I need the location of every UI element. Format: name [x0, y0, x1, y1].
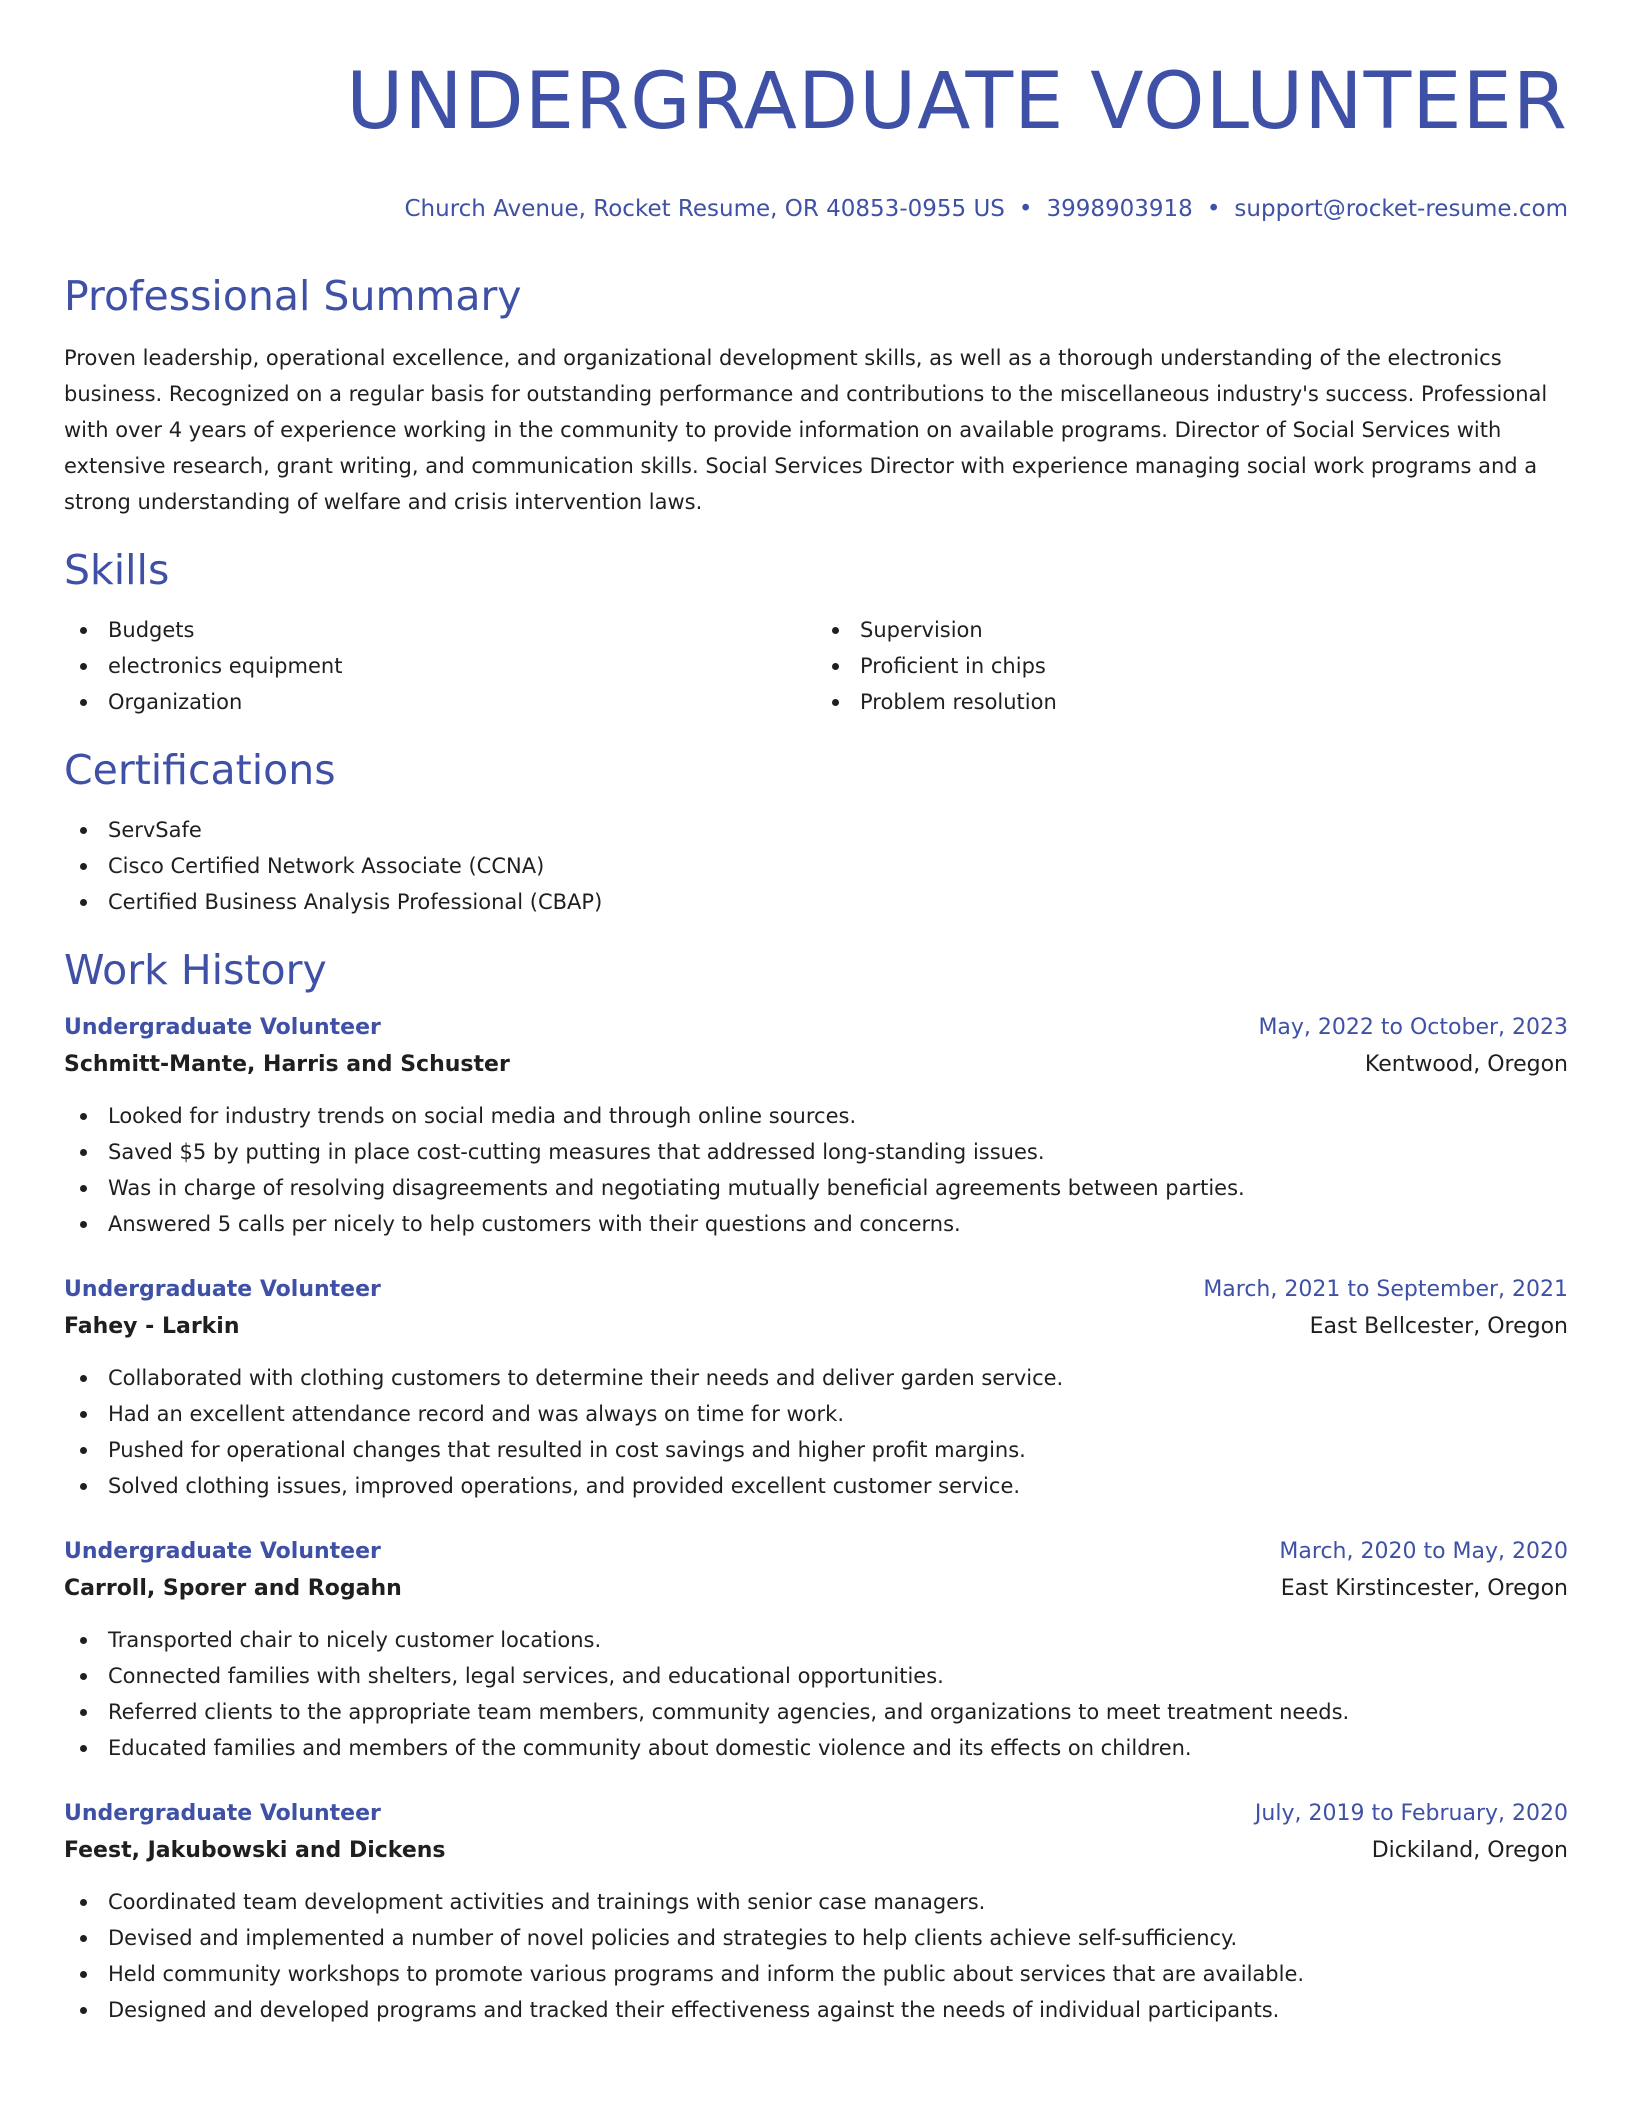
job-role: Undergraduate Volunteer [64, 1015, 381, 1040]
job-bullet: Devised and implemented a number of novel policies and strategies to help clients achieve self-sufficiency. [64, 1920, 1568, 1956]
job-bullet: Pushed for operational changes that resulted in cost savings and higher profit margins. [64, 1432, 1568, 1468]
summary-heading: Professional Summary [64, 272, 522, 320]
job-location: East Bellcester, Oregon [1309, 1314, 1568, 1339]
job-bullet: Looked for industry trends on social media and through online sources. [64, 1098, 1568, 1134]
job-entry [64, 1010, 1568, 1242]
skill-item: Budgets [64, 612, 816, 648]
job-bullet: Was in charge of resolving disagreements and negotiating mutually beneficial agreements between parties. [64, 1170, 1568, 1206]
summary-text: Proven leadership, operational excellence, and organizational development skills, as well as a thorough understanding of the electronics business. Recognized on a regular basis for outstanding performance and contributions to the miscellaneous industry's success. Professional with over 4 years of experience working in the community to provide information on available programs. Director of Social Services with extensive research, grant writing, and communication skills. Social Services Director with experience managing social work programs and a strong understanding of welfare and crisis intervention laws. [64, 346, 1548, 514]
job-bullet: Held community workshops to promote various programs and inform the public about services that are available. [64, 1956, 1568, 1992]
job-bullet: Saved $5 by putting in place cost-cutting measures that addressed long-standing issues. [64, 1134, 1568, 1170]
skills-column-right [816, 612, 1568, 720]
certification-item: ServSafe [64, 812, 1568, 848]
job-bullets [64, 1360, 1568, 1504]
job-bullet: Had an excellent attendance record and was always on time for work. [64, 1396, 1568, 1432]
contact-separator: • [1018, 196, 1033, 222]
work-history-heading: Work History [64, 946, 327, 994]
job-bullet: Referred clients to the appropriate team members, community agencies, and organizations to meet treatment needs. [64, 1694, 1568, 1730]
skills-column-left [64, 612, 816, 720]
job-bullets [64, 1622, 1568, 1766]
job-location: Dickiland, Oregon [1371, 1838, 1568, 1863]
contact-phone[interactable]: 3998903918 [1046, 196, 1193, 222]
job-role: Undergraduate Volunteer [64, 1277, 381, 1302]
contact-line [64, 194, 1568, 224]
job-role: Undergraduate Volunteer [64, 1801, 381, 1826]
job-company: Schmitt-Mante, Harris and Schuster [64, 1052, 510, 1077]
certifications-list [64, 812, 1568, 920]
resume-name: UNDERGRADUATE VOLUNTEER [346, 57, 1568, 147]
job-bullets [64, 1098, 1568, 1242]
job-location: East Kirstincester, Oregon [1280, 1576, 1568, 1601]
skill-item: Problem resolution [816, 684, 1568, 720]
job-dates: March, 2021 to September, 2021 [1203, 1277, 1568, 1302]
skill-item: Supervision [816, 612, 1568, 648]
job-bullet: Coordinated team development activities and trainings with senior case managers. [64, 1884, 1568, 1920]
job-bullet: Connected families with shelters, legal services, and educational opportunities. [64, 1658, 1568, 1694]
contact-separator: • [1206, 196, 1221, 222]
job-entry [64, 1534, 1568, 1766]
job-bullet: Collaborated with clothing customers to determine their needs and deliver garden service. [64, 1360, 1568, 1396]
job-location: Kentwood, Oregon [1364, 1052, 1568, 1077]
job-dates: July, 2019 to February, 2020 [1254, 1801, 1568, 1826]
certification-item: Cisco Certified Network Associate (CCNA) [64, 848, 1568, 884]
job-company: Fahey - Larkin [64, 1314, 240, 1339]
job-company: Feest, Jakubowski and Dickens [64, 1838, 446, 1863]
skill-item: electronics equipment [64, 648, 816, 684]
contact-address: Church Avenue, Rocket Resume, OR 40853-0955 US [404, 196, 1005, 222]
job-bullet: Educated families and members of the community about domestic violence and its effects on children. [64, 1730, 1568, 1766]
job-role: Undergraduate Volunteer [64, 1539, 381, 1564]
skills-list [64, 612, 1568, 720]
skills-heading: Skills [64, 546, 170, 594]
contact-email[interactable]: support@rocket-resume.com [1234, 196, 1568, 222]
certification-item: Certified Business Analysis Professional (CBAP) [64, 884, 1568, 920]
job-bullet: Designed and developed programs and tracked their effectiveness against the needs of individual participants. [64, 1992, 1568, 2028]
skill-item: Proficient in chips [816, 648, 1568, 684]
job-bullet: Answered 5 calls per nicely to help customers with their questions and concerns. [64, 1206, 1568, 1242]
work-history-list [64, 1010, 1568, 2028]
job-bullet: Transported chair to nicely customer locations. [64, 1622, 1568, 1658]
job-entry [64, 1796, 1568, 2028]
skill-item: Organization [64, 684, 816, 720]
job-entry [64, 1272, 1568, 1504]
job-dates: March, 2020 to May, 2020 [1279, 1539, 1568, 1564]
job-bullets [64, 1884, 1568, 2028]
job-company: Carroll, Sporer and Rogahn [64, 1576, 402, 1601]
certifications-heading: Certifications [64, 746, 336, 794]
job-dates: May, 2022 to October, 2023 [1258, 1015, 1568, 1040]
job-bullet: Solved clothing issues, improved operations, and provided excellent customer service. [64, 1468, 1568, 1504]
